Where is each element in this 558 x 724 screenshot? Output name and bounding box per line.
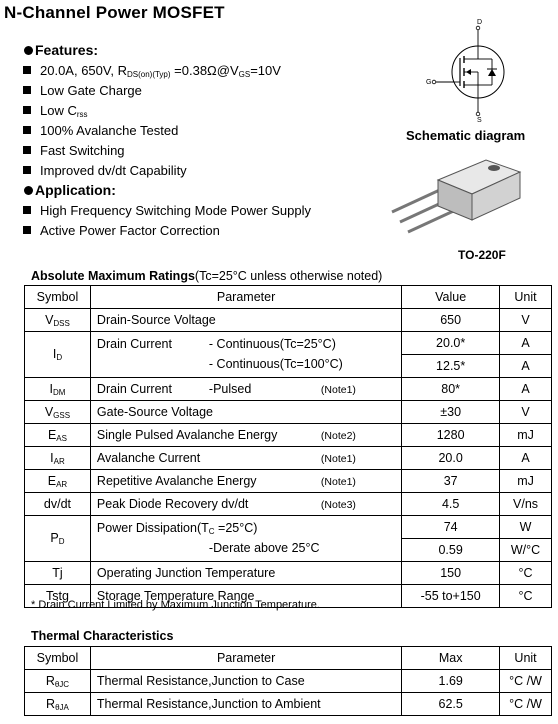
feature-item: Fast Switching <box>23 143 125 158</box>
table-row: $V_{GSS}$ Gate-Source Voltage ±30 V <box>25 401 552 424</box>
square-bullet-icon <box>23 146 31 154</box>
square-bullet-icon <box>23 166 31 174</box>
application-heading: Application: <box>24 182 116 198</box>
table-header-row: Symbol Parameter Max Unit <box>25 647 552 670</box>
table-row: Tj Operating Junction Temperature 150 °C <box>25 562 552 585</box>
table-row: $R_{\theta JA}$ Thermal Resistance,Junction to Ambient 62.5 °C /W <box>25 693 552 716</box>
feature-item: Improved dv/dt Capability <box>23 163 187 178</box>
pin-d-label: D <box>477 19 483 26</box>
table-row: $I_{AR}$ Avalanche Current (Note1) 20.0 A <box>25 447 552 470</box>
page-title: N-Channel Power MOSFET <box>4 3 225 22</box>
square-bullet-icon <box>23 86 31 94</box>
feature-item: 20.0A, 650V, $R_{DS(on)(Typ)}$ $=0.38\Omega@V_{GS}=10V$ <box>23 63 281 79</box>
feature-item: Low $C_{rss}$ <box>23 103 88 119</box>
table-row: Tstg Storage Temperature Range -55 to+150 °C <box>25 585 552 608</box>
package-caption: TO-220F <box>458 248 506 262</box>
table-header-row: Symbol Parameter Value Unit <box>25 286 552 309</box>
table-row: $E_{AS}$ Single Pulsed Avalanche Energy (Note2) 1280 mJ <box>25 424 552 447</box>
table-row: $P_D$ Power $Dissipation(T_C =25^\circ C)$ -Derate above 25°C 74 W <box>25 516 552 539</box>
table-row: 0.59 W/°C <box>25 539 552 562</box>
table-row: $V_{DSS}$ Drain-Source Voltage 650 V <box>25 309 552 332</box>
to220f-package-icon <box>382 158 532 248</box>
square-bullet-icon <box>23 66 31 74</box>
square-bullet-icon <box>23 126 31 134</box>
bullet-dot-icon <box>24 46 33 55</box>
table-row: $I_D$ Drain Current - Continuous(Tc=25°C) - Continuous(Tc=100°C) 20.0* A <box>25 332 552 355</box>
mosfet-schematic-icon <box>420 14 520 126</box>
thermal-table <box>24 646 552 716</box>
table-row: $E_{AR}$ Repetitive Avalanche Energy (Note1) 37 mJ <box>25 470 552 493</box>
abs-max-footnote: * Drain Current Limited by Maximum Junction Temperature. <box>31 599 320 611</box>
feature-item: 100% Avalanche Tested <box>23 123 178 138</box>
square-bullet-icon <box>23 226 31 234</box>
application-item: Active Power Factor Correction <box>23 223 220 238</box>
feature-item: Low Gate Charge <box>23 83 142 98</box>
square-bullet-icon <box>23 206 31 214</box>
thermal-caption: Thermal Characteristics <box>31 629 174 643</box>
application-item: High Frequency Switching Mode Power Supply <box>23 203 311 218</box>
abs-max-caption: Absolute Maximum Ratings(Tc=25°C unless otherwise noted) <box>31 269 383 283</box>
pin-s-label: S <box>477 117 482 124</box>
schematic-caption: Schematic diagram <box>406 128 526 143</box>
bullet-dot-icon <box>24 186 33 195</box>
table-row: 12.5* A <box>25 355 552 378</box>
table-row: dv/dt Peak Diode Recovery dv/dt (Note3) 4.5 V/ns <box>25 493 552 516</box>
square-bullet-icon <box>23 106 31 114</box>
features-heading: Features: <box>24 42 98 58</box>
table-row: $I_{DM}$ Drain Current -Pulsed (Note1) 80* A <box>25 378 552 401</box>
table-row: $R_{\theta JC}$ Thermal Resistance,Junction to Case 1.69 °C /W <box>25 670 552 693</box>
abs-max-table <box>24 285 552 608</box>
pin-g-label: G <box>426 79 432 86</box>
